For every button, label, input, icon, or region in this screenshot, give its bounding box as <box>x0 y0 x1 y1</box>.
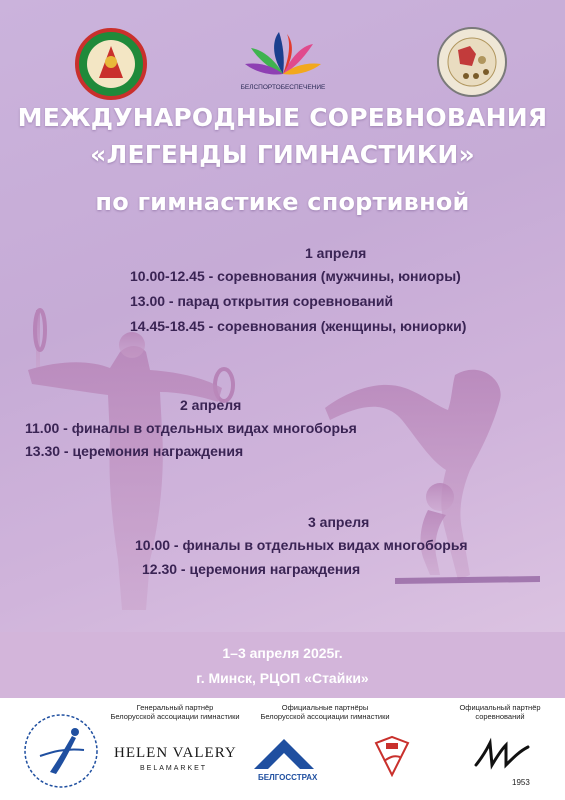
diamond-gymnast-logo-icon <box>372 735 412 777</box>
day1-item-1: 10.00-12.45 - соревнования (мужчины, юниоры) <box>130 268 461 284</box>
official-partners-caption: Официальные партнёры Белорусской ассоциации гимнастики <box>260 703 390 721</box>
signature-logo-icon <box>470 735 550 777</box>
title-line-3: по гимнастике спортивной <box>95 188 470 216</box>
belarus-center-emblem-icon <box>436 26 508 98</box>
title-line-2: «ЛЕГЕНДЫ ГИМНАСТИКИ» <box>90 140 475 169</box>
belarus-gymnastics-association-icon <box>20 710 102 792</box>
event-venue: г. Минск, РЦОП «Стайки» <box>196 670 369 686</box>
general-partner-caption: Генеральный партнёр Белорусской ассоциации гимнастики <box>110 703 240 721</box>
title-line-1: МЕЖДУНАРОДНЫЕ СОРЕВНОВАНИЯ <box>17 103 548 132</box>
national-gymnastics-emblem-icon <box>75 28 147 100</box>
day2-date: 2 апреля <box>180 397 242 413</box>
belgosstrakh-logo: БЕЛГОССТРАХ <box>258 773 318 782</box>
helen-valery-logo: HELEN VALERY <box>114 745 237 761</box>
day3-date: 3 апреля <box>308 514 370 530</box>
day1-item-2: 13.00 - парад открытия соревнований <box>130 293 394 309</box>
belsportobespechenie-flower-icon <box>233 24 333 84</box>
day2-item-2: 13.30 - церемония награждения <box>25 443 244 459</box>
year-label: 1953 <box>512 778 530 787</box>
event-dates: 1–3 апреля 2025г. <box>222 645 343 661</box>
day3-item-2: 12.30 - церемония награждения <box>142 561 361 577</box>
official-competition-partner-caption: Официальный партнёр соревнований <box>459 703 541 721</box>
day3-item-1: 10.00 - финалы в отдельных видах многоборья <box>135 537 468 553</box>
footer-band <box>0 632 565 698</box>
day1-date: 1 апреля <box>305 245 367 261</box>
belgosstrakh-mountain-icon <box>250 735 318 773</box>
day1-item-3: 14.45-18.45 - соревнования (женщины, юниорки) <box>130 318 467 334</box>
brand-caption: БЕЛСПОРТОБЕСПЕЧЕНИЕ <box>240 84 326 91</box>
day2-item-1: 11.00 - финалы в отдельных видах многоборья <box>25 420 357 436</box>
belamarket-logo: BELAMARKET <box>140 765 208 772</box>
